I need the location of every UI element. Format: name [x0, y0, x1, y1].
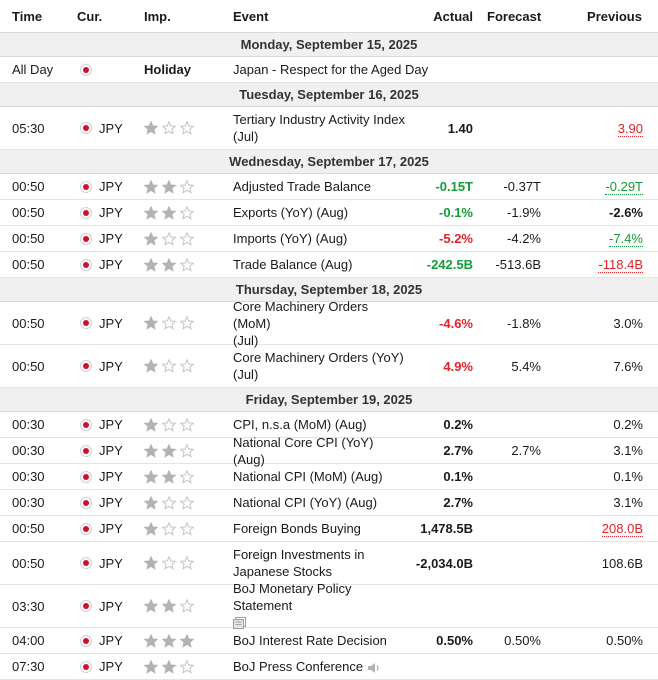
previous-value: [541, 121, 658, 136]
currency-cell: [75, 64, 140, 76]
previous-value-text: -2.6%: [609, 205, 643, 220]
day-header: Tuesday, September 16, 2025: [0, 83, 658, 107]
previous-value-text: 3.90: [617, 120, 643, 136]
event-time: 00:50: [12, 315, 45, 331]
event-name[interactable]: [229, 468, 407, 485]
japan-flag-icon: [80, 360, 92, 372]
event-name[interactable]: [229, 230, 407, 247]
event-name-text: BoJ Press Conference: [233, 659, 364, 674]
day-header: Thursday, September 18, 2025: [0, 278, 658, 302]
event-name-text: National CPI (MoM) (Aug): [233, 469, 383, 484]
actual-value: -2,034.0B: [415, 555, 473, 571]
table-row[interactable]: [0, 490, 658, 516]
event-name-text: BoJ Interest Rate Decision: [233, 633, 387, 648]
header-event: Event: [233, 8, 269, 24]
importance-star-icon: [144, 634, 158, 648]
event-name-line1: Foreign Investments in: [233, 547, 365, 562]
table-row[interactable]: [0, 654, 658, 680]
currency-code: JPY: [99, 205, 123, 220]
previous-value-text: 208.0B: [601, 521, 643, 536]
previous-value: [541, 179, 658, 194]
currency-code: JPY: [99, 120, 123, 136]
table-row[interactable]: [0, 57, 658, 83]
previous-value: [541, 231, 658, 246]
previous-value-text: 7.6%: [613, 358, 643, 374]
importance-star-icon: [162, 316, 176, 330]
header-importance: Imp.: [144, 8, 171, 24]
importance-star-icon: [180, 470, 194, 484]
previous-value: [541, 495, 658, 510]
importance-star-icon: [180, 660, 194, 674]
japan-flag-icon: [80, 64, 92, 76]
forecast-value: -1.8%: [507, 315, 541, 331]
table-row[interactable]: [0, 464, 658, 490]
importance-star-icon: [180, 121, 194, 135]
importance-cell: [140, 62, 229, 77]
importance-cell: [140, 634, 229, 648]
importance-star-icon: [144, 660, 158, 674]
header-previous: Previous: [587, 8, 642, 24]
previous-value-text: 3.1%: [613, 443, 643, 458]
table-row[interactable]: [0, 345, 658, 388]
holiday-label: Holiday: [144, 62, 191, 77]
importance-cell: [140, 316, 229, 330]
currency-cell: [75, 121, 140, 136]
table-row[interactable]: [0, 252, 658, 278]
importance-star-icon: [144, 180, 158, 194]
importance-star-icon: [144, 418, 158, 432]
currency-code: JPY: [99, 633, 123, 648]
importance-star-icon: [144, 522, 158, 536]
importance-cell: [140, 599, 229, 613]
header-actual: Actual: [433, 8, 473, 24]
event-time: 07:30: [12, 659, 45, 674]
event-name[interactable]: [229, 416, 407, 433]
event-name-line1: Core Machinery Orders (MoM): [233, 298, 369, 331]
previous-value: [541, 205, 658, 220]
importance-cell: [140, 121, 229, 135]
importance-cell: [140, 444, 229, 458]
importance-star-icon: [144, 316, 158, 330]
importance-star-icon: [162, 496, 176, 510]
event-name[interactable]: [229, 111, 407, 145]
currency-code: JPY: [99, 495, 123, 510]
previous-value-text: 3.0%: [613, 315, 643, 331]
event-time: 00:50: [12, 521, 45, 536]
currency-code: JPY: [99, 469, 123, 484]
actual-value: -4.6%: [439, 315, 473, 331]
importance-star-icon: [144, 206, 158, 220]
event-name[interactable]: [229, 298, 407, 349]
actual-value: 2.7%: [443, 495, 473, 510]
previous-value: [541, 633, 658, 648]
importance-cell: [140, 522, 229, 536]
previous-value-text: 3.1%: [613, 495, 643, 510]
event-time: All Day: [12, 62, 54, 77]
event-name-line1: Core Machinery Orders (YoY): [233, 350, 404, 365]
event-time: 00:30: [12, 443, 45, 458]
table-row[interactable]: [0, 200, 658, 226]
header-time: Time: [12, 8, 43, 24]
importance-star-icon: [180, 180, 194, 194]
importance-star-icon: [180, 418, 194, 432]
actual-value: 4.9%: [443, 358, 473, 374]
importance-cell: [140, 660, 229, 674]
event-name-line2: (Jul): [233, 129, 259, 144]
previous-value: [541, 556, 658, 571]
japan-flag-icon: [80, 122, 92, 134]
event-name[interactable]: [229, 204, 407, 221]
previous-value-text: -7.4%: [609, 231, 643, 246]
actual-value: -0.15T: [435, 179, 473, 194]
currency-cell: [75, 359, 140, 374]
event-name-text: Adjusted Trade Balance: [233, 179, 372, 194]
currency-cell: [75, 231, 140, 246]
importance-cell: [140, 258, 229, 272]
event-time: 03:30: [12, 598, 45, 614]
importance-star-icon: [180, 206, 194, 220]
importance-cell: [140, 232, 229, 246]
importance-star-icon: [180, 496, 194, 510]
event-time: 05:30: [12, 120, 45, 136]
event-name-text: Foreign Bonds Buying: [233, 521, 361, 536]
event-name-line1: BoJ Monetary Policy Statement: [233, 580, 352, 613]
currency-cell: [75, 521, 140, 536]
importance-star-icon: [144, 599, 158, 613]
previous-value-text: -0.29T: [605, 179, 643, 194]
currency-code: JPY: [99, 659, 123, 674]
event-name[interactable]: [229, 520, 407, 537]
importance-star-icon: [144, 470, 158, 484]
currency-cell: [75, 257, 140, 272]
day-header: Monday, September 15, 2025: [0, 33, 658, 57]
event-time: 00:50: [12, 179, 45, 194]
importance-star-icon: [144, 258, 158, 272]
previous-value-text: 0.1%: [613, 469, 643, 484]
event-name-line1: Tertiary Industry Activity Index: [233, 112, 405, 127]
currency-cell: [75, 316, 140, 331]
currency-cell: [75, 469, 140, 484]
event-time: 00:50: [12, 358, 45, 374]
table-row[interactable]: [0, 434, 658, 467]
forecast-value: -4.2%: [507, 231, 541, 246]
importance-star-icon: [144, 359, 158, 373]
table-row[interactable]: [0, 580, 658, 628]
japan-flag-icon: [80, 207, 92, 219]
previous-value: [541, 521, 658, 536]
actual-value: 0.50%: [436, 633, 473, 648]
event-time: 00:30: [12, 495, 45, 510]
event-name-text: CPI, n.s.a (MoM) (Aug): [233, 417, 367, 432]
importance-star-icon: [144, 232, 158, 246]
japan-flag-icon: [80, 233, 92, 245]
event-name[interactable]: [229, 256, 407, 273]
importance-star-icon: [180, 556, 194, 570]
japan-flag-icon: [80, 259, 92, 271]
importance-star-icon: [162, 258, 176, 272]
currency-cell: [75, 443, 140, 458]
importance-star-icon: [162, 522, 176, 536]
importance-cell: [140, 206, 229, 220]
importance-star-icon: [144, 496, 158, 510]
currency-cell: [75, 495, 140, 510]
japan-flag-icon: [80, 181, 92, 193]
importance-star-icon: [162, 121, 176, 135]
currency-cell: [75, 179, 140, 194]
table-row[interactable]: [0, 516, 658, 542]
forecast-value: -513.6B: [495, 257, 541, 272]
previous-value: [541, 359, 658, 374]
importance-star-icon: [180, 444, 194, 458]
currency-cell: [75, 599, 140, 614]
importance-star-icon: [162, 206, 176, 220]
forecast-value: 0.50%: [504, 633, 541, 648]
importance-star-icon: [180, 634, 194, 648]
forecast-value: -1.9%: [507, 205, 541, 220]
japan-flag-icon: [80, 635, 92, 647]
event-name-text: Trade Balance (Aug): [233, 257, 353, 272]
importance-star-icon: [180, 258, 194, 272]
importance-cell: [140, 180, 229, 194]
japan-flag-icon: [80, 557, 92, 569]
importance-star-icon: [162, 359, 176, 373]
previous-value-text: -118.4B: [598, 257, 643, 272]
event-name[interactable]: [229, 178, 407, 195]
previous-value: [541, 469, 658, 484]
day-header: Wednesday, September 17, 2025: [0, 150, 658, 174]
previous-value-text: 0.2%: [613, 417, 643, 432]
event-name-line2: Japanese Stocks: [233, 564, 333, 579]
header-currency: Cur.: [77, 8, 103, 24]
event-time: 00:50: [12, 205, 45, 220]
actual-value: -242.5B: [426, 257, 473, 272]
event-name[interactable]: [229, 546, 407, 580]
currency-code: JPY: [99, 179, 123, 194]
previous-value: [541, 417, 658, 432]
importance-star-icon: [162, 634, 176, 648]
importance-star-icon: [162, 232, 176, 246]
event-time: 04:00: [12, 633, 45, 648]
event-time: 00:30: [12, 417, 45, 432]
event-name[interactable]: Japan - Respect for the Aged Day: [233, 62, 429, 77]
importance-star-icon: [162, 418, 176, 432]
importance-star-icon: [162, 599, 176, 613]
importance-star-icon: [144, 121, 158, 135]
importance-cell: [140, 496, 229, 510]
importance-star-icon: [180, 522, 194, 536]
document-icon[interactable]: [233, 617, 246, 629]
event-name-line2: (Jul): [233, 332, 259, 348]
actual-value: 0.1%: [443, 469, 473, 484]
japan-flag-icon: [80, 497, 92, 509]
importance-cell: [140, 359, 229, 373]
previous-value: [541, 316, 658, 331]
actual-value: -0.1%: [439, 205, 473, 220]
currency-code: JPY: [99, 521, 123, 536]
importance-star-icon: [162, 470, 176, 484]
currency-code: JPY: [99, 443, 123, 458]
importance-star-icon: [144, 444, 158, 458]
currency-code: JPY: [99, 231, 123, 246]
importance-cell: [140, 418, 229, 432]
importance-star-icon: [180, 359, 194, 373]
event-time: 00:50: [12, 231, 45, 246]
importance-star-icon: [180, 316, 194, 330]
table-row[interactable]: [0, 107, 658, 150]
japan-flag-icon: [80, 661, 92, 673]
japan-flag-icon: [80, 471, 92, 483]
importance-star-icon: [162, 180, 176, 194]
forecast-value: 5.4%: [511, 358, 541, 374]
event-name-line2: (Jul): [233, 367, 259, 382]
importance-cell: [140, 556, 229, 570]
actual-value: 1.40: [447, 120, 473, 136]
japan-flag-icon: [80, 523, 92, 535]
event-name[interactable]: [229, 434, 407, 468]
previous-value: [541, 443, 658, 458]
table-header: [0, 0, 658, 33]
importance-star-icon: [162, 444, 176, 458]
event-name[interactable]: [229, 494, 407, 511]
currency-code: JPY: [99, 315, 123, 331]
japan-flag-icon: [80, 317, 92, 329]
event-time: 00:50: [12, 257, 45, 272]
currency-code: JPY: [99, 358, 123, 374]
currency-cell: [75, 417, 140, 432]
actual-value: 1,478.5B: [420, 521, 473, 536]
importance-star-icon: [162, 556, 176, 570]
importance-star-icon: [180, 599, 194, 613]
actual-value: -5.2%: [439, 231, 473, 246]
actual-value: 0.2%: [443, 417, 473, 432]
event-name[interactable]: [229, 580, 407, 633]
event-name-text: National CPI (YoY) (Aug): [233, 495, 378, 510]
importance-star-icon: [180, 232, 194, 246]
currency-cell: [75, 205, 140, 220]
currency-cell: [75, 633, 140, 648]
japan-flag-icon: [80, 600, 92, 612]
day-header: Friday, September 19, 2025: [0, 388, 658, 412]
forecast-value: -0.37T: [503, 179, 541, 194]
event-time: 00:30: [12, 469, 45, 484]
event-time: 00:50: [12, 555, 45, 571]
event-name-text: National Core CPI (YoY) (Aug): [233, 434, 374, 467]
currency-code: JPY: [99, 555, 123, 571]
event-name[interactable]: [229, 632, 407, 649]
event-name[interactable]: [229, 349, 407, 383]
previous-value-text: 108.6B: [601, 555, 643, 571]
table-row[interactable]: [0, 174, 658, 200]
previous-value: [541, 257, 658, 272]
currency-code: JPY: [99, 417, 123, 432]
event-name[interactable]: [229, 658, 407, 675]
importance-star-icon: [162, 660, 176, 674]
table-row[interactable]: [0, 298, 658, 348]
importance-star-icon: [144, 556, 158, 570]
table-row[interactable]: [0, 226, 658, 252]
currency-code: JPY: [99, 257, 123, 272]
japan-flag-icon: [80, 445, 92, 457]
currency-code: JPY: [99, 598, 123, 614]
importance-cell: [140, 470, 229, 484]
previous-value-text: 0.50%: [606, 633, 643, 648]
forecast-value: 2.7%: [511, 443, 541, 458]
japan-flag-icon: [80, 419, 92, 431]
table-row[interactable]: [0, 628, 658, 654]
actual-value: 2.7%: [443, 443, 473, 458]
event-name-text: Exports (YoY) (Aug): [233, 205, 349, 220]
header-forecast: Forecast: [487, 8, 542, 24]
currency-cell: [75, 556, 140, 571]
event-name-text: Imports (YoY) (Aug): [233, 231, 348, 246]
